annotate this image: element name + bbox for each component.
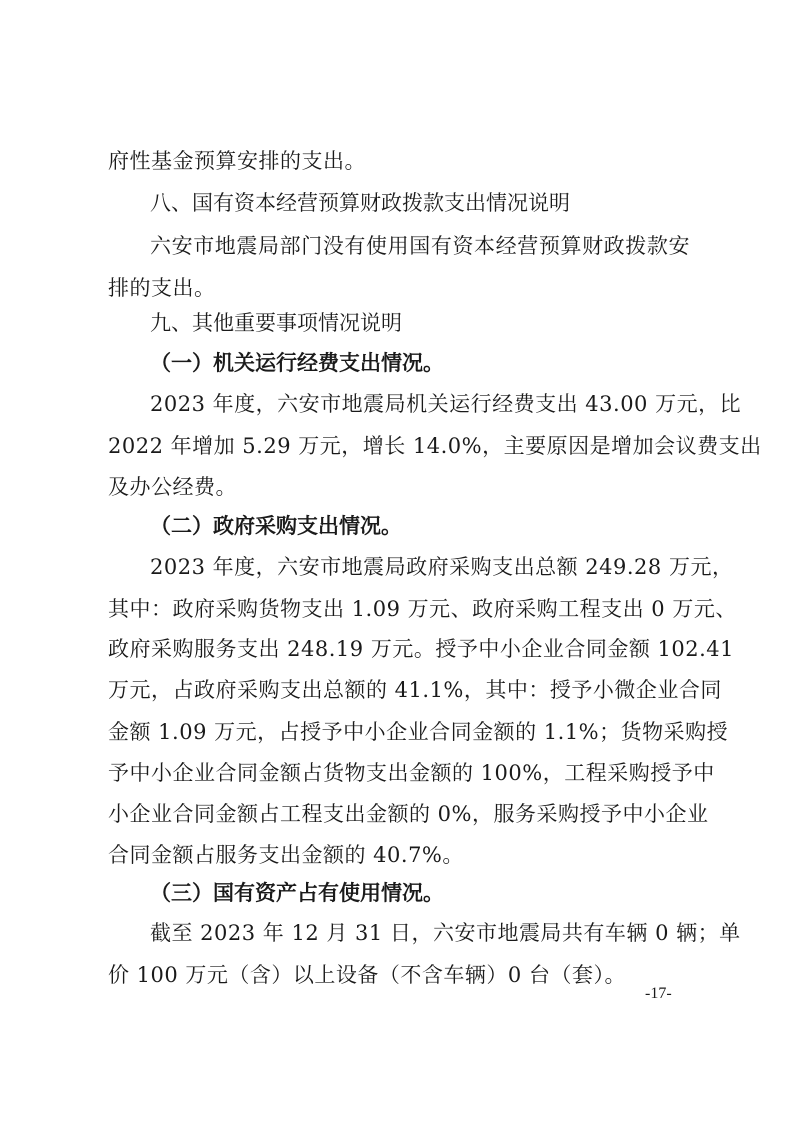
body-line: 予中小企业合同金额占货物支出金额的 100%，工程采购授予中 bbox=[108, 761, 715, 785]
body-line: 价 100 万元（含）以上设备（不含车辆）0 台（套）。 bbox=[108, 963, 626, 987]
body-line: 排的支出。 bbox=[108, 276, 216, 300]
body-line: 府性基金预算安排的支出。 bbox=[108, 149, 366, 173]
body-line: 万元，占政府采购支出总额的 41.1%，其中：授予小微企业合同 bbox=[108, 678, 722, 702]
body-line: 六安市地震局部门没有使用国有资本经营预算财政拨款安 bbox=[150, 234, 690, 258]
body-line: 2023 年度，六安市地震局政府采购支出总额 249.28 万元， bbox=[150, 555, 734, 579]
section-heading-9: 九、其他重要事项情况说明 bbox=[150, 311, 402, 335]
subsection-heading-1: （一）机关运行经费支出情况。 bbox=[150, 350, 444, 375]
body-line: 金额 1.09 万元，占授予中小企业合同金额的 1.1%；货物采购授 bbox=[108, 720, 729, 744]
page-number: -17- bbox=[645, 985, 672, 1002]
body-line: 政府采购服务支出 248.19 万元。授予中小企业合同金额 102.41 bbox=[108, 637, 734, 661]
subsection-heading-3: （三）国有资产占有使用情况。 bbox=[150, 880, 444, 905]
body-line: 合同金额占服务支出金额的 40.7%。 bbox=[108, 843, 464, 867]
body-line: 2022 年增加 5.29 万元，增长 14.0%，主要原因是增加会议费支出 bbox=[108, 434, 762, 458]
section-heading-8: 八、国有资本经营预算财政拨款支出情况说明 bbox=[150, 191, 570, 215]
body-line: 2023 年度，六安市地震局机关运行经费支出 43.00 万元，比 bbox=[150, 392, 742, 416]
body-line: 截至 2023 年 12 月 31 日，六安市地震局共有车辆 0 辆；单 bbox=[150, 921, 741, 945]
body-line: 及办公经费。 bbox=[108, 475, 237, 499]
body-line: 其中：政府采购货物支出 1.09 万元、政府采购工程支出 0 万元、 bbox=[108, 597, 737, 621]
body-line: 小企业合同金额占工程支出金额的 0%，服务采购授予中小企业 bbox=[108, 802, 709, 826]
subsection-heading-2: （二）政府采购支出情况。 bbox=[150, 513, 402, 538]
